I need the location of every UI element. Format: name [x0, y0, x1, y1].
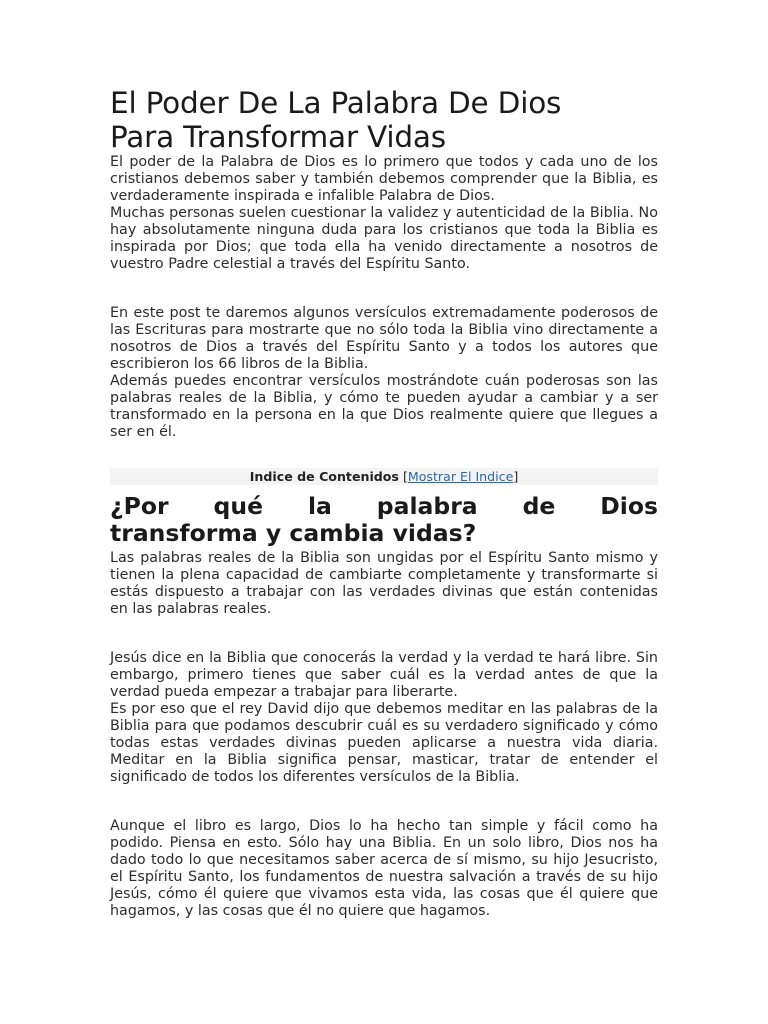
toc-toggle-link[interactable]: Mostrar El Indice — [407, 469, 514, 484]
toc-open-bracket: [ — [398, 469, 408, 484]
article-title-line-2: Para Transformar Vidas — [110, 120, 446, 154]
paragraph-spacer — [110, 618, 658, 650]
table-of-contents-bar — [110, 468, 658, 485]
article-title-line-1: El Poder De La Palabra De Dios — [110, 86, 562, 120]
section-heading — [110, 493, 658, 547]
intro-paragraph-3: En este post te daremos algunos versículos extremadamente poderosos de las Escrituras para mostrarte que no sólo toda la Biblia vino directamente a nosotros de Dios a través del Espíritu Santo y a todos los autores que escribieron los 66 libros de la Biblia. — [110, 305, 658, 372]
section-heading-line-2: transforma y cambia vidas? — [110, 519, 477, 547]
section-paragraph-4: Aunque el libro es largo, Dios lo ha hecho tan simple y fácil como ha podido. Piensa en esto. Sólo hay una Biblia. En un solo libro, Dios nos ha dado todo lo que necesitamos saber acerca de sí mismo, su hijo Jesucristo, el Espíritu Santo, los fundamentos de nuestra salvación a través de su hijo Jesús, cómo él quiere que vivamos esta vida, las cosas que él quiere que hagamos, y las cosas que él no quiere que hagamos. — [110, 818, 658, 919]
intro-paragraph-1: El poder de la Palabra de Dios es lo primero que todos y cada uno de los cristianos debemos saber y también debemos comprender que la Biblia, es verdaderamente inspirada e infalible Palabra de Dios. — [110, 154, 658, 204]
intro-paragraph-4: Además puedes encontrar versículos mostrándote cuán poderosas son las palabras reales de la Biblia, y cómo te pueden ayudar a cambiar y a ser transformado en la persona en la que Dios realmente quiere que llegues a ser en él. — [110, 373, 658, 440]
article — [110, 86, 658, 920]
section-heading-line-1: ¿Por qué la palabra de Dios — [110, 492, 658, 520]
article-title — [110, 86, 658, 154]
paragraph-spacer — [110, 273, 658, 305]
intro-paragraph-2: Muchas personas suelen cuestionar la validez y autenticidad de la Biblia. No hay absolutamente ninguna duda para los cristianos que toda la Biblia es inspirada por Dios; que toda ella ha venido directamente a nosotros de vuestro Padre celestial a través del Espíritu Santo. — [110, 205, 658, 272]
toc-close-bracket: ] — [513, 469, 519, 484]
section-paragraph-1: Las palabras reales de la Biblia son ungidas por el Espíritu Santo mismo y tienen la plena capacidad de cambiarte completamente y transformarte si estás dispuesto a trabajar con las verdades divinas que están contenidas en las palabras reales. — [110, 550, 658, 617]
section-paragraph-2: Jesús dice en la Biblia que conocerás la verdad y la verdad te hará libre. Sin embargo, primero tienes que saber cuál es la verdad antes de que la verdad pueda empezar a trabajar para liberarte. — [110, 650, 658, 700]
paragraph-spacer — [110, 786, 658, 818]
toc-title: Indice de Contenidos — [249, 469, 399, 484]
section-paragraph-3: Es por eso que el rey David dijo que debemos meditar en las palabras de la Biblia para que podamos descubrir cuál es su verdadero significado y cómo todas estas verdades divinas pueden aplicarse a nuestra vida diaria. Meditar en la Biblia significa pensar, masticar, tratar de entender el significado de todos los diferentes versículos de la Biblia. — [110, 701, 658, 785]
